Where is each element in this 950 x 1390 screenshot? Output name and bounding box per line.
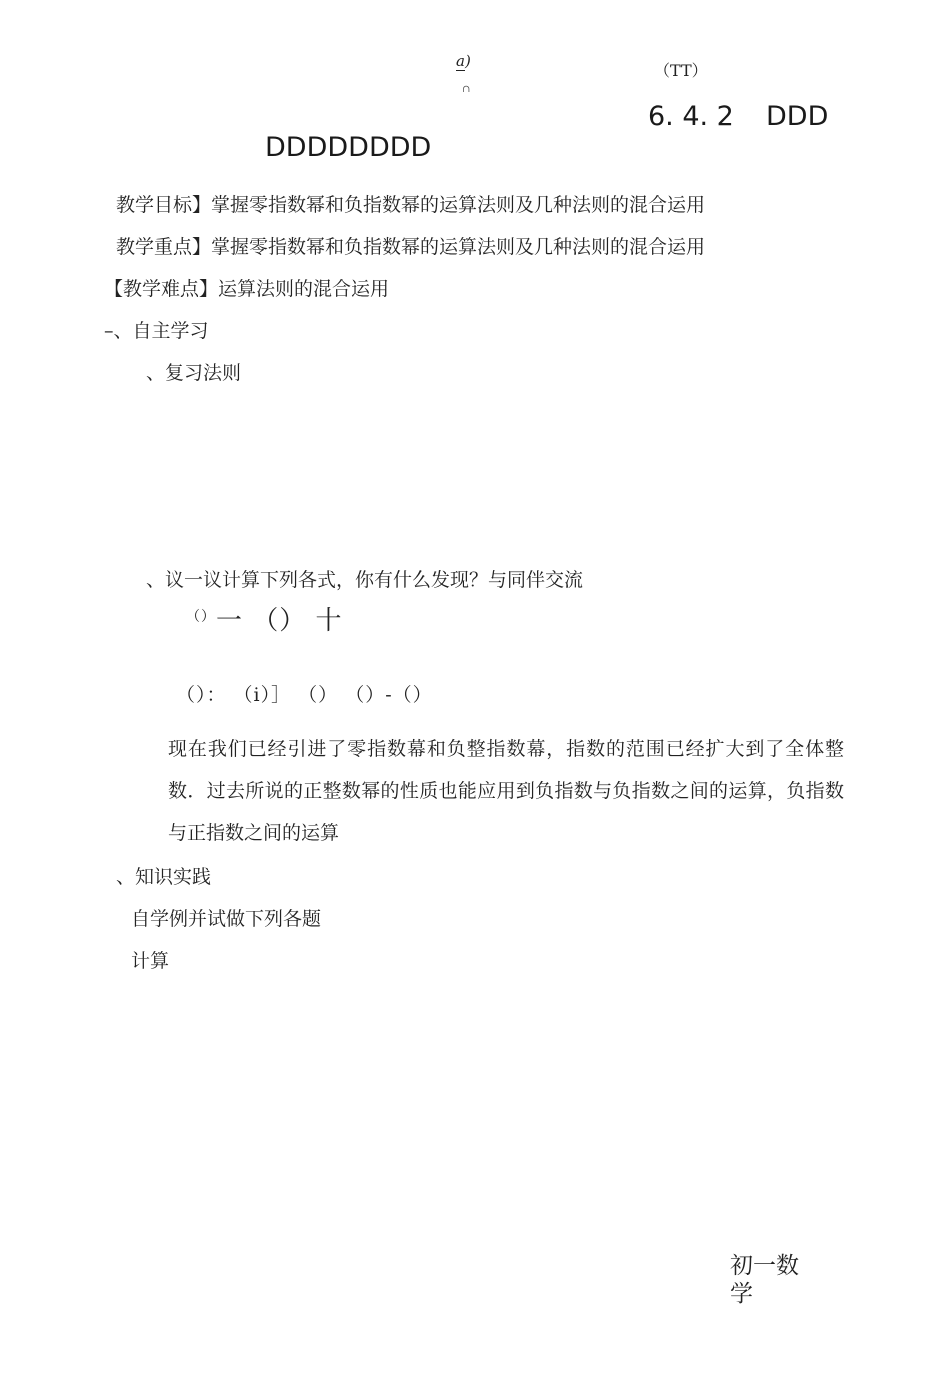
self-study-item: 自学例并试做下列各题 [131, 908, 322, 930]
teaching-difficulty: 【教学难点】运算法则的混合运用 [104, 278, 390, 300]
header-fragment-tt: （TT） [654, 61, 708, 80]
formula-2: （）： （i）］ （） （）-（） [176, 684, 433, 706]
discuss-item: 、议一议计算下列各式，你有什么发现？与同伴交流 [146, 569, 584, 591]
review-rules-item: 、复习法则 [146, 362, 242, 384]
title-number: 6. 4. 2 [648, 101, 734, 132]
header-fragment-small: ∩ [462, 84, 471, 95]
section-heading-self-study: –、自主学习 [104, 320, 209, 342]
explanation-paragraph: 现在我们已经引进了零指数幕和负整指数幕，指数的范围已经扩大到了全体整数．过去所说的正整数幂的性质也能应用到负指数与负指数之间的运算，负指数与正指数之间的运算 [168, 738, 844, 844]
formula-1-small: （） [186, 609, 216, 625]
title-code-1: DDD [766, 101, 829, 132]
header-fragment-a [456, 52, 471, 70]
teaching-key-point: 教学重点】掌握零指数幂和负指数幂的运算法则及几种法则的混合运用 [116, 236, 706, 258]
fragment-a-letter: a [456, 52, 465, 70]
footer-grade-label: 初一数学 [730, 1253, 799, 1307]
teaching-goal: 教学目标】掌握零指数幂和负指数幂的运算法则及几种法则的混合运用 [116, 194, 706, 216]
title-code-2: DDDDDDDD [265, 132, 432, 163]
formula-1: 一 （） 十 [216, 606, 343, 636]
fragment-paren: ) [464, 52, 471, 70]
calculate-item: 计算 [131, 950, 170, 972]
section-heading-practice: 、知识实践 [116, 866, 212, 888]
